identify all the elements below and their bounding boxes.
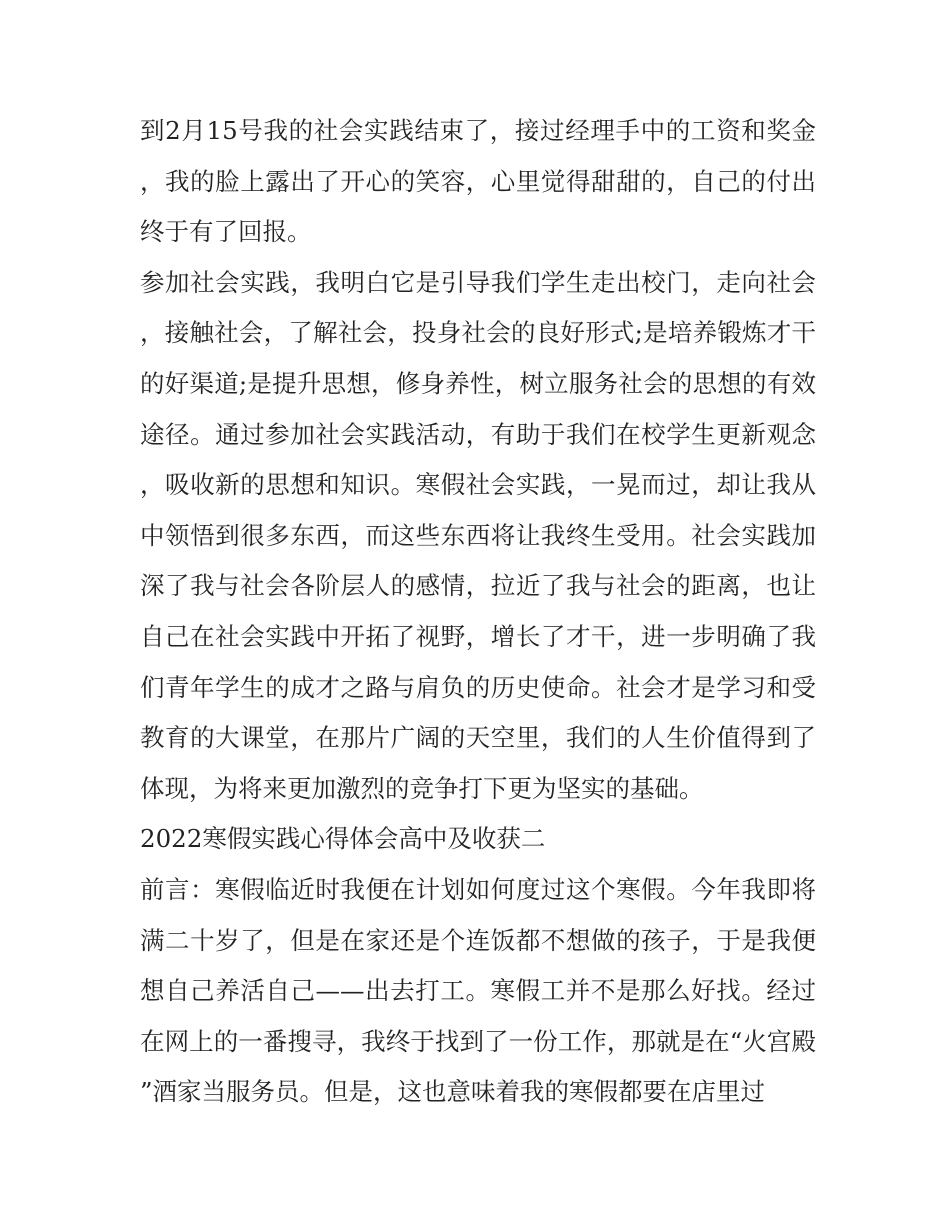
document-body [140,106,816,1118]
paragraph-3: 前言：寒假临近时我便在计划如何度过这个寒假。今年我即将满二十岁了，但是在家还是个连饭都不想做的孩子，于是我便想自己养活自己——出去打工。寒假工并不是那么好找。经过在网上的一番搜寻，我终于找到了一份工作，那就是在“火宫殿”酒家当服务员。但是，这也意味着我的寒假都要在店里过 [140,874,816,1107]
paragraph-1: 到2月15号我的社会实践结束了，接过经理手中的工资和奖金，我的脸上露出了开心的笑容，心里觉得甜甜的，自己的付出终于有了回报。 [140,116,816,247]
paragraph-2: 参加社会实践，我明白它是引导我们学生走出校门，走向社会，接触社会，了解社会，投身社会的良好形式;是培养锻炼才干的好渠道;是提升思想，修身养性，树立服务社会的思想的有效途径。通过参加社会实践活动，有助于我们在校学生更新观念，吸收新的思想和知识。寒假社会实践，一晃而过，却让我从中领悟到很多东西，而这些东西将让我终生受用。社会实践加深了我与社会各阶层人的感情，拉近了我与社会的距离，也让自己在社会实践中开拓了视野，增长了才干，进一步明确了我们青年学生的成才之路与肩负的历史使命。社会才是学习和受教育的大课堂，在那片广阔的天空里，我们的人生价值得到了体现，为将来更加激烈的竞争打下更为坚实的基础。 [140,267,816,803]
section-heading: 2022寒假实践心得体会高中及收获二 [140,824,546,854]
